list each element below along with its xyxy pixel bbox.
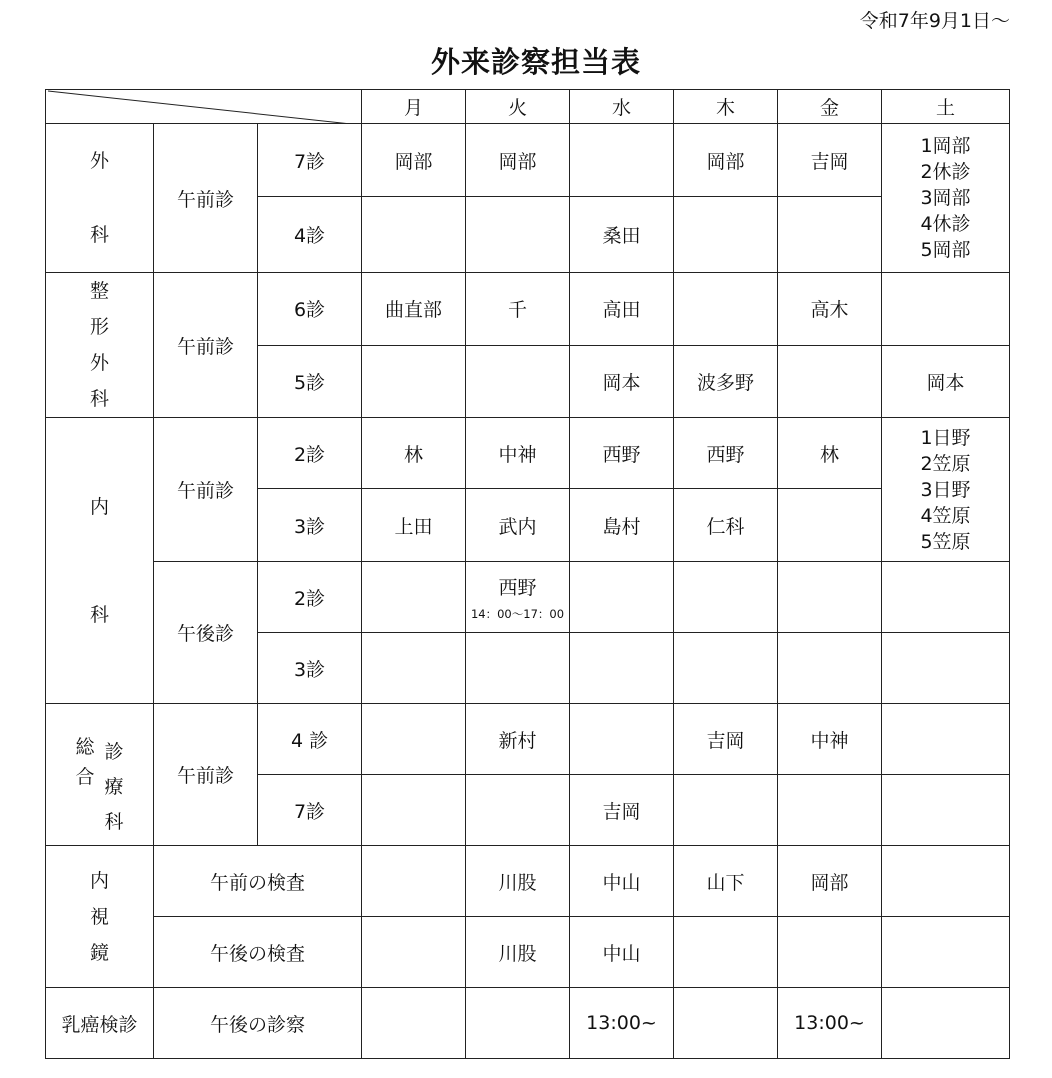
schedule-table xyxy=(45,89,1010,1059)
cell-doctor xyxy=(882,704,1010,775)
exam-label: 午後の検査 xyxy=(154,917,362,988)
cell-time: 13:00~ xyxy=(570,988,674,1059)
room-label: 6診 xyxy=(258,273,362,346)
cell-doctor xyxy=(882,273,1010,346)
cell-doctor xyxy=(674,562,778,633)
cell-doctor xyxy=(778,489,882,562)
session-label: 午前診 xyxy=(154,273,258,418)
cell-doctor xyxy=(882,633,1010,704)
cell-doctor xyxy=(570,562,674,633)
dept-naishikyo: 内 視 鏡 xyxy=(46,846,154,988)
cell-doctor: 島村 xyxy=(570,489,674,562)
cell-doctor xyxy=(674,988,778,1059)
cell-doctor xyxy=(882,988,1010,1059)
corner-diagonal xyxy=(46,90,362,124)
cell-doctor: 高田 xyxy=(570,273,674,346)
cell-doctor xyxy=(570,704,674,775)
day-header-sat: 土 xyxy=(882,90,1010,124)
cell-doctor xyxy=(674,197,778,273)
cell-doctor xyxy=(778,562,882,633)
table-row xyxy=(46,846,1010,917)
cell-doctor xyxy=(674,633,778,704)
day-header-wed: 水 xyxy=(570,90,674,124)
cell-doctor: 中山 xyxy=(570,917,674,988)
cell-doctor: 吉岡 xyxy=(674,704,778,775)
cell-doctor xyxy=(362,345,466,418)
cell-doctor xyxy=(466,775,570,846)
cell-doctor: 曲直部 xyxy=(362,273,466,346)
cell-doctor xyxy=(362,775,466,846)
cell-doctor xyxy=(778,197,882,273)
cell-doctor: 吉岡 xyxy=(570,775,674,846)
cell-doctor: 林 xyxy=(362,418,466,489)
cell-doctor xyxy=(674,273,778,346)
room-label: 4診 xyxy=(258,197,362,273)
dept-sogo xyxy=(46,704,154,846)
session-label: 午前診 xyxy=(154,124,258,273)
cell-doctor xyxy=(466,633,570,704)
cell-doctor: 川股 xyxy=(466,846,570,917)
cell-doctor: 中神 xyxy=(466,418,570,489)
cell-doctor: 上田 xyxy=(362,489,466,562)
room-label: 3診 xyxy=(258,633,362,704)
header-row xyxy=(46,90,1010,124)
table-row xyxy=(46,917,1010,988)
cell-doctor xyxy=(674,917,778,988)
corner-cell xyxy=(46,90,362,124)
dept-geka: 外 科 xyxy=(46,124,154,273)
room-label: 2診 xyxy=(258,562,362,633)
cell-doctor xyxy=(570,633,674,704)
room-label: 3診 xyxy=(258,489,362,562)
cell-doctor: 中神 xyxy=(778,704,882,775)
room-label: 2診 xyxy=(258,418,362,489)
cell-doctor xyxy=(466,197,570,273)
room-label: 4 診 xyxy=(258,704,362,775)
dept-seikei: 整 形 外 科 xyxy=(46,273,154,418)
cell-doctor xyxy=(570,124,674,197)
dept-sogo-label: 総 合 診 療 科 xyxy=(75,735,124,833)
table-row xyxy=(46,273,1010,346)
cell-doctor xyxy=(362,846,466,917)
exam-label: 午後の診察 xyxy=(154,988,362,1059)
cell-doctor xyxy=(362,562,466,633)
day-header-mon: 月 xyxy=(362,90,466,124)
cell-doctor: 武内 xyxy=(466,489,570,562)
cell-doctor: 山下 xyxy=(674,846,778,917)
cell-doctor: 岡部 xyxy=(674,124,778,197)
page-title: 外来診察担当表 xyxy=(430,45,641,79)
effective-date: 令和7年9月1日～ xyxy=(859,10,1010,32)
cell-doctor: 川股 xyxy=(466,917,570,988)
cell-doctor xyxy=(362,917,466,988)
cell-sat-rotation: 1日野 2笠原 3日野 4笠原 5笠原 xyxy=(882,418,1010,562)
time-note: 14：00～17：00 xyxy=(470,606,565,621)
cell-doctor xyxy=(466,988,570,1059)
cell-doctor: 岡本 xyxy=(570,345,674,418)
cell-doctor xyxy=(778,345,882,418)
table-row xyxy=(46,124,1010,197)
day-header-tue: 火 xyxy=(466,90,570,124)
session-label: 午前診 xyxy=(154,418,258,562)
exam-label: 午前の検査 xyxy=(154,846,362,917)
cell-doctor: 林 xyxy=(778,418,882,489)
room-label: 5診 xyxy=(258,345,362,418)
cell-doctor: 千 xyxy=(466,273,570,346)
cell-doctor xyxy=(882,562,1010,633)
day-header-thu: 木 xyxy=(674,90,778,124)
cell-sat-rotation: 1岡部 2休診 3岡部 4休診 5岡部 xyxy=(882,124,1010,273)
cell-doctor xyxy=(466,345,570,418)
cell-doctor xyxy=(674,775,778,846)
table-row xyxy=(46,562,1010,633)
cell-doctor: 新村 xyxy=(466,704,570,775)
session-label: 午後診 xyxy=(154,562,258,704)
cell-doctor xyxy=(778,633,882,704)
cell-doctor: 岡部 xyxy=(466,124,570,197)
cell-doctor xyxy=(362,704,466,775)
dept-naika: 内 科 xyxy=(46,418,154,704)
cell-doctor: 波多野 xyxy=(674,345,778,418)
cell-doctor xyxy=(882,775,1010,846)
room-label: 7診 xyxy=(258,775,362,846)
cell-doctor: 高木 xyxy=(778,273,882,346)
session-label: 午前診 xyxy=(154,704,258,846)
cell-doctor: 中山 xyxy=(570,846,674,917)
table-row xyxy=(46,704,1010,775)
cell-doctor xyxy=(362,988,466,1059)
cell-doctor: 岡部 xyxy=(778,846,882,917)
cell-doctor: 西野 xyxy=(570,418,674,489)
cell-doctor xyxy=(778,775,882,846)
cell-doctor xyxy=(882,917,1010,988)
cell-doctor: 岡部 xyxy=(362,124,466,197)
cell-doctor: 岡本 xyxy=(882,345,1010,418)
dept-nyugan: 乳癌検診 xyxy=(46,988,154,1059)
cell-doctor xyxy=(778,917,882,988)
cell-doctor xyxy=(882,846,1010,917)
cell-doctor: 吉岡 xyxy=(778,124,882,197)
day-header-fri: 金 xyxy=(778,90,882,124)
cell-time: 13:00~ xyxy=(778,988,882,1059)
cell-doctor xyxy=(362,197,466,273)
table-row xyxy=(46,988,1010,1059)
cell-doctor xyxy=(362,633,466,704)
cell-doctor: 西野 xyxy=(674,418,778,489)
table-row xyxy=(46,418,1010,489)
cell-doctor: 桑田 xyxy=(570,197,674,273)
cell-doctor-with-time: 西野 14：00～17：00 xyxy=(466,562,570,633)
cell-doctor: 仁科 xyxy=(674,489,778,562)
room-label: 7診 xyxy=(258,124,362,197)
